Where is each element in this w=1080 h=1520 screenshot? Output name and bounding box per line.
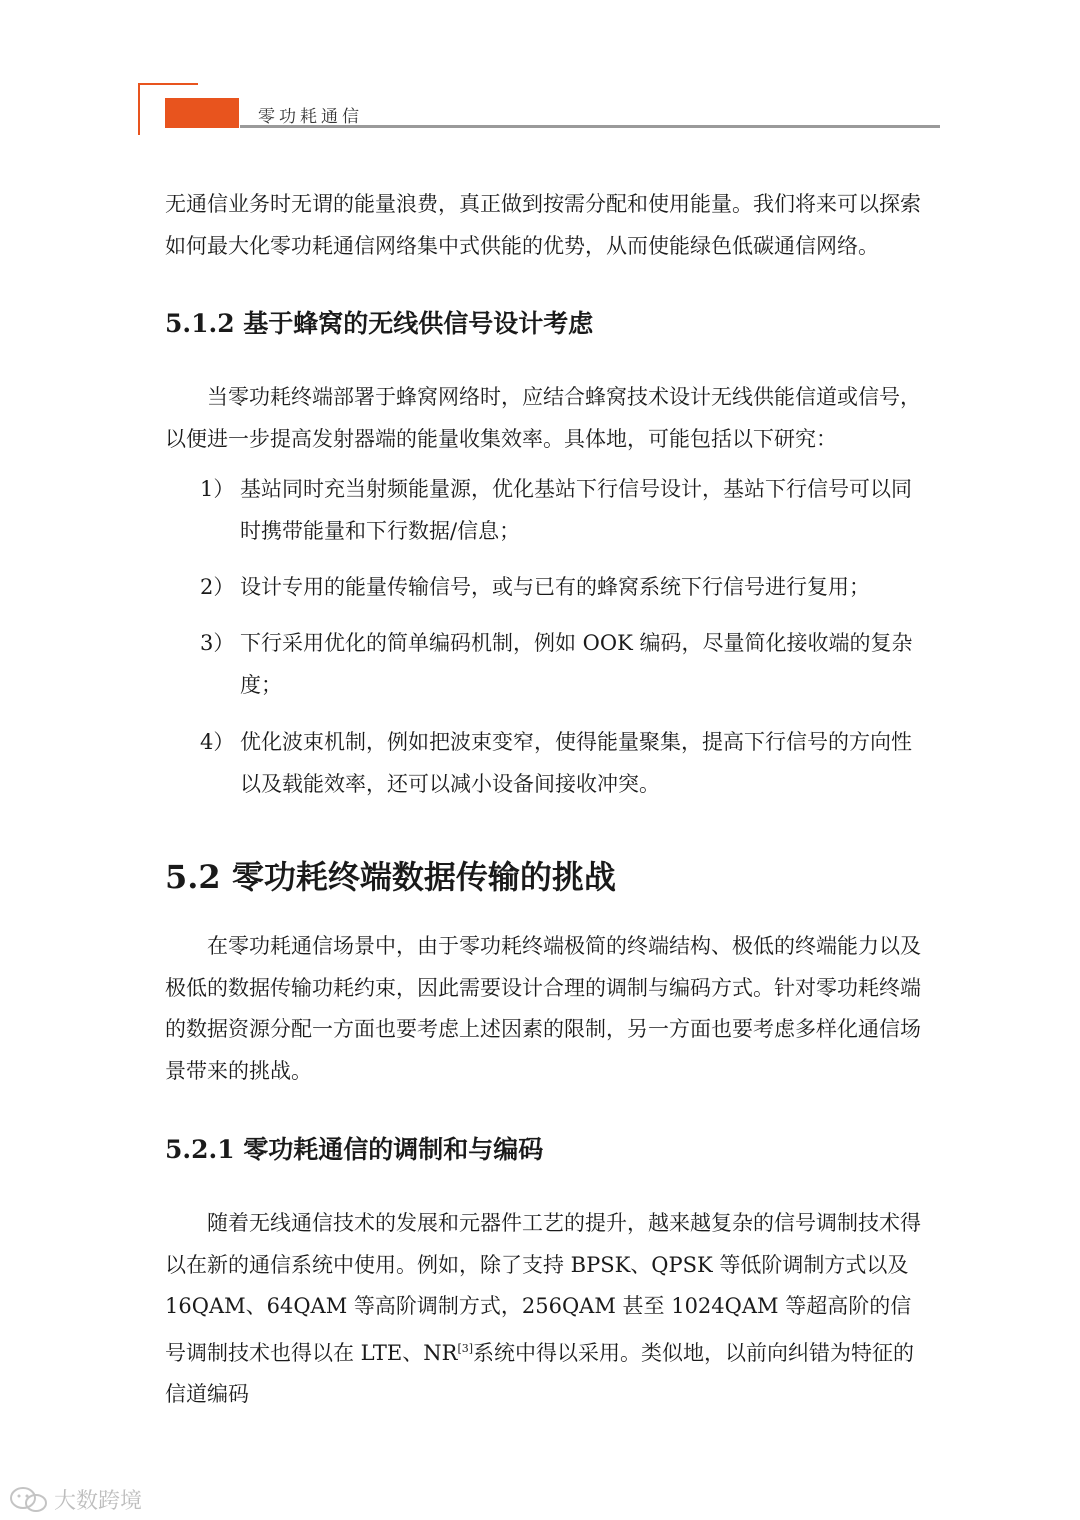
paragraph-5-1-2: 当零功耗终端部署于蜂窝网络时，应结合蜂窝技术设计无线供能信道或信号，以便进一步提高发射器端的能量收集效率。具体地，可能包括以下研究： [165,385,921,451]
section-heading-5-1-2: 5.1.2 基于蜂窝的无线供信号设计考虑 [165,309,594,338]
list-item-number: 1） [200,477,235,501]
paragraph-intro: 无通信业务时无谓的能量浪费，真正做到按需分配和使用能量。我们将来可以探索如何最大化零功耗通信网络集中式供能的优势，从而使能绿色低碳通信网络。 [165,192,921,258]
list-item [200,468,920,552]
paragraph-text: 随着无线通信技术的发展和元器件工艺的提升，越来越复杂的信号调制技术得以在新的通信系统中使用。例如，除了支持 BPSK、QPSK 等低阶调制方式以及 16QAM、64QAM 等高阶调制方式，256QAM 甚至 1024QAM 等超高阶的信号调制技术也得以在 LTE、NR [165,1211,921,1365]
list-item-number: 4） [200,730,235,754]
list-item [200,566,920,608]
paragraph-text: 系统中得以采用。类似地，以前向纠错为特征的信道编码 [165,1340,915,1406]
section-heading-5-2-1: 5.2.1 零功耗通信的调制和与编码 [165,1135,544,1164]
header-accent-bar [165,98,239,128]
list-item-text: 优化波束机制，例如把波束变窄，使得能量聚集，提高下行信号的方向性以及载能效率，还可以减小设备间接收冲突。 [240,730,912,796]
running-title: 零功耗通信 [258,107,363,127]
paragraph-5-2-1 [165,1203,925,1416]
section-heading-5-2: 5.2 零功耗终端数据传输的挑战 [165,858,616,896]
list-item-text: 设计专用的能量传输信号，或与已有的蜂窝系统下行信号进行复用； [240,575,870,599]
list-item [200,622,920,706]
wechat-logo-icon [8,1485,50,1515]
list-item-number: 2） [200,575,235,599]
list-item-text: 基站同时充当射频能量源，优化基站下行信号设计，基站下行信号可以同时携带能量和下行数据/信息； [240,477,912,543]
list-item [200,721,920,805]
paragraph-5-2: 在零功耗通信场景中，由于零功耗终端极简的终端结构、极低的终端能力以及极低的数据传输功耗约束，因此需要设计合理的调制与编码方式。针对零功耗终端的数据资源分配一方面也要考虑上述因素的限制，另一方面也要考虑多样化通信场景带来的挑战。 [165,934,921,1083]
list-item-text: 下行采用优化的简单编码机制，例如 OOK 编码，尽量简化接收端的复杂度； [240,631,913,697]
watermark-text: 大数跨境 [54,1489,143,1514]
watermark [8,1484,142,1515]
list-item-number: 3） [200,631,235,655]
citation-reference: [3] [457,1341,474,1355]
